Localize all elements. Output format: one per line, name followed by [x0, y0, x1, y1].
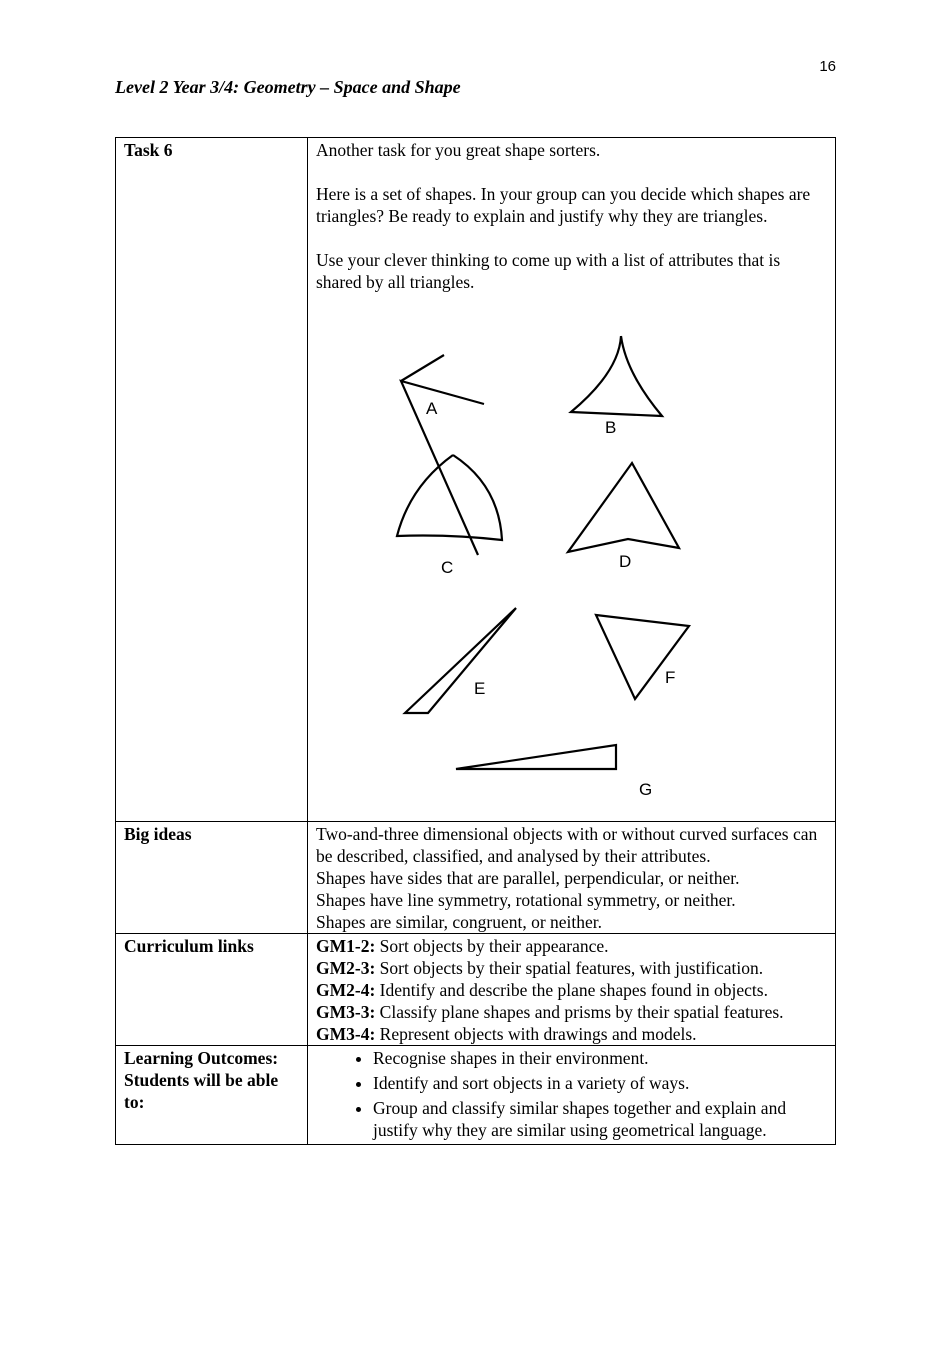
shape-label-f: F — [665, 668, 676, 687]
shape-b — [571, 336, 662, 416]
page-heading: Level 2 Year 3/4: Geometry – Space and Shape — [115, 77, 461, 97]
curriculum-code: GM3-4: — [316, 1024, 376, 1044]
big-idea-line: Shapes are similar, congruent, or neither. — [316, 912, 603, 932]
outcome-item: • Group and classify similar shapes together and explain and justify why they are similar using geometrical language. — [373, 1097, 827, 1141]
curriculum-text: Sort objects by their appearance. — [379, 936, 609, 956]
big-ideas-label: Big ideas — [116, 822, 308, 934]
curriculum-link — [316, 1001, 827, 1023]
big-idea-line: Shapes have line symmetry, rotational symmetry, or neither. — [316, 890, 736, 910]
outcome-item: • Recognise shapes in their environment. — [373, 1047, 827, 1069]
shape-label-c: C — [441, 558, 454, 577]
curriculum-link — [316, 1023, 827, 1045]
page-number: 16 — [819, 58, 836, 75]
shape-d — [568, 463, 679, 552]
curriculum-text: Identify and describe the plane shapes found in objects. — [379, 980, 768, 1000]
shape-label-e: E — [474, 679, 486, 698]
big-idea-line: Two-and-three dimensional objects with or without curved surfaces can be described, classified, and analysed by their attributes. — [316, 824, 818, 866]
shapes-figure — [316, 293, 827, 821]
big-ideas-content — [308, 822, 836, 934]
task-content — [308, 138, 836, 822]
shape-label-d: D — [619, 552, 632, 571]
curriculum-code: GM2-3: — [316, 958, 376, 978]
shape-e — [405, 608, 516, 713]
task-intro: Another task for you great shape sorters. — [316, 140, 601, 160]
outcomes-label: Learning Outcomes: Students will be able to: — [116, 1046, 308, 1145]
outcomes-list — [316, 1047, 827, 1141]
curriculum-link — [316, 979, 827, 1001]
curriculum-content — [308, 934, 836, 1046]
curriculum-code: GM2-4: — [316, 980, 376, 1000]
big-ideas-row — [116, 822, 836, 934]
shape-label-b: B — [605, 418, 617, 437]
outcomes-content — [308, 1046, 836, 1145]
shape-c — [397, 455, 502, 540]
curriculum-text: Classify plane shapes and prisms by their spatial features. — [379, 1002, 784, 1022]
curriculum-text: Represent objects with drawings and models. — [379, 1024, 697, 1044]
outcome-item: • Identify and sort objects in a variety of ways. — [373, 1072, 827, 1094]
shapes-drawing — [308, 303, 835, 803]
outcomes-row — [116, 1046, 836, 1145]
curriculum-link — [316, 935, 827, 957]
lesson-table — [115, 137, 836, 1145]
curriculum-label: Curriculum links — [116, 934, 308, 1046]
shape-label-a: A — [426, 399, 438, 418]
shape-g — [456, 745, 616, 769]
task-label: Task 6 — [116, 138, 308, 822]
shape-label-g: G — [639, 780, 653, 799]
curriculum-code: GM3-3: — [316, 1002, 376, 1022]
curriculum-code: GM1-2: — [316, 936, 376, 956]
curriculum-link — [316, 957, 827, 979]
shape-a — [401, 355, 484, 555]
task-instruction: Here is a set of shapes. In your group can you decide which shapes are triangles? Be ready to explain and justify why they are triangles. — [316, 184, 811, 226]
big-idea-line: Shapes have sides that are parallel, perpendicular, or neither. — [316, 868, 740, 888]
task-row — [116, 138, 836, 822]
curriculum-row — [116, 934, 836, 1046]
task-challenge: Use your clever thinking to come up with a list of attributes that is shared by all triangles. — [316, 250, 781, 292]
curriculum-text: Sort objects by their spatial features, with justification. — [379, 958, 764, 978]
